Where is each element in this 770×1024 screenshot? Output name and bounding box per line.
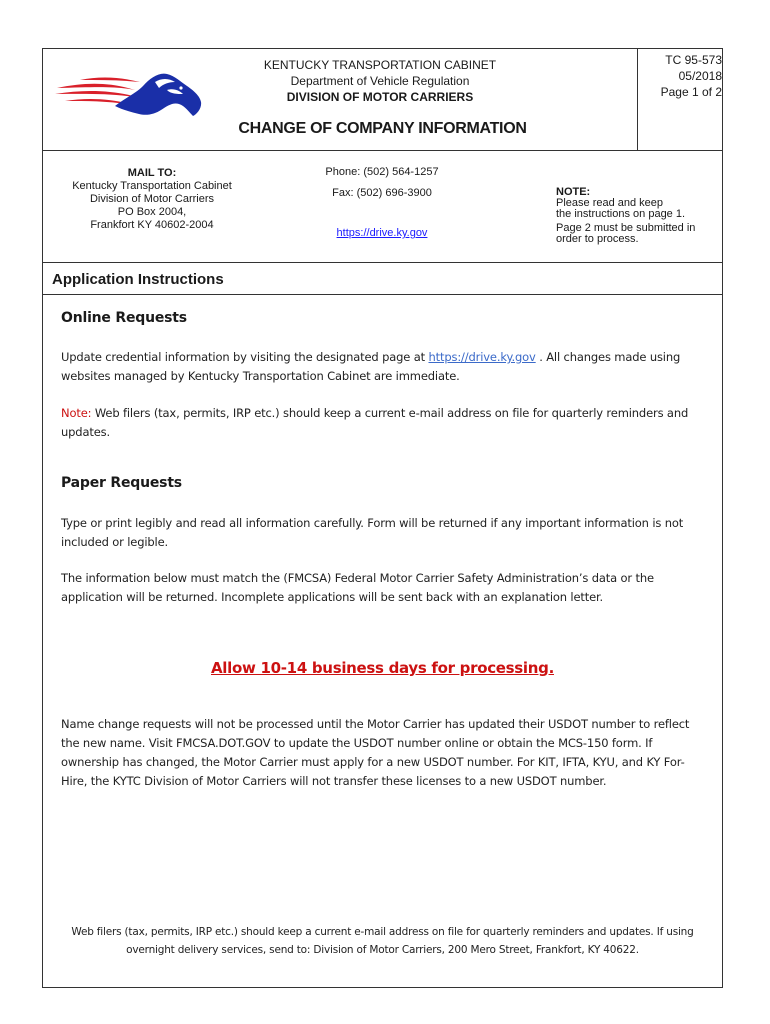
website-link[interactable]: https://drive.ky.gov [336, 227, 428, 239]
name-change-paragraph: Name change requests will not be processed until the Motor Carrier has updated their USDOT number to reflect the new name. Visit FMCSA.DOT.GOV to update the USDOT number online or obtain the MCS-150 form. If ownership has changed, the Motor Carrier must apply for a new USDOT number. For KIT, IFTA, KYU, and KY For-Hire, the KYTC Division of Motor Carriers will not transfer these licenses to a new USDOT number. [61, 717, 690, 788]
header-rule [42, 150, 723, 151]
mail-to-block [52, 167, 252, 232]
mail-to-line: Frankfort KY 40602-2004 [90, 219, 214, 231]
page-title: CHANGE OF COMPANY INFORMATION [238, 120, 527, 137]
mail-to-line: Kentucky Transportation Cabinet [72, 180, 232, 192]
paper-paragraph-1: Type or print legibly and read all information carefully. Form will be returned if any important information is not included or legible. [61, 516, 684, 549]
online-text: . All changes made using websites managed by Kentucky Transportation Cabinet are immediate. [61, 350, 681, 383]
note-inline-label: Note: [61, 406, 92, 420]
mail-to-label: MAIL TO: [127, 167, 177, 179]
form-number: TC 95-573 [665, 53, 722, 67]
note-line: Please read and keep [556, 197, 664, 209]
form-date: 05/2018 [678, 69, 722, 83]
footer-note: Web filers (tax, permits, IRP etc.) should keep a current e-mail address on file for quarterly reminders and updates. If using overnight delivery services, send to: Division of Motor Carriers, 200 Mero Street, Frankfort, KY 40622. [71, 926, 694, 956]
processing-time-notice: Allow 10-14 business days for processing. [211, 659, 554, 677]
department-name: Department of Vehicle Regulation [290, 74, 470, 88]
note-line: order to process. [556, 233, 639, 245]
fax-number: Fax: (502) 696-3900 [332, 187, 432, 199]
kentucky-horse-logo-icon [55, 68, 205, 124]
note-block [556, 187, 716, 245]
page-indicator: Page 1 of 2 [660, 85, 722, 99]
mail-to-line: Division of Motor Carriers [89, 193, 215, 205]
form-id-block [640, 52, 722, 100]
instructions-rule [42, 294, 723, 295]
note-line: the instructions on page 1. [556, 208, 686, 220]
mail-to-line: PO Box 2004, [117, 206, 187, 218]
contact-block [282, 166, 482, 240]
note-line: Page 2 must be submitted in [556, 222, 696, 234]
paper-paragraph-2: The information below must match the (FMCSA) Federal Motor Carrier Safety Administration’s data or the application will be returned. Incomplete applications will be sent back with an explanation letter. [61, 571, 654, 604]
note-paragraph [61, 404, 701, 442]
online-text: Update credential information by visiting the designated page at [61, 350, 429, 364]
drive-ky-link[interactable]: https://drive.ky.gov [428, 350, 536, 364]
agency-block [220, 57, 540, 105]
instructions-title: Application Instructions [52, 271, 224, 288]
paper-requests-heading: Paper Requests [61, 475, 182, 491]
note-inline-text: Web filers (tax, permits, IRP etc.) should keep a current e-mail address on file for quarterly reminders and updates. [61, 406, 689, 439]
division-name: DIVISION OF MOTOR CARRIERS [286, 90, 474, 104]
phone-number: Phone: (502) 564-1257 [325, 166, 439, 178]
online-requests-heading: Online Requests [61, 310, 187, 326]
agency-name: KENTUCKY TRANSPORTATION CABINET [263, 58, 497, 72]
note-label: NOTE: [556, 186, 591, 198]
contact-rule [42, 262, 723, 263]
online-requests-paragraph [61, 348, 701, 386]
